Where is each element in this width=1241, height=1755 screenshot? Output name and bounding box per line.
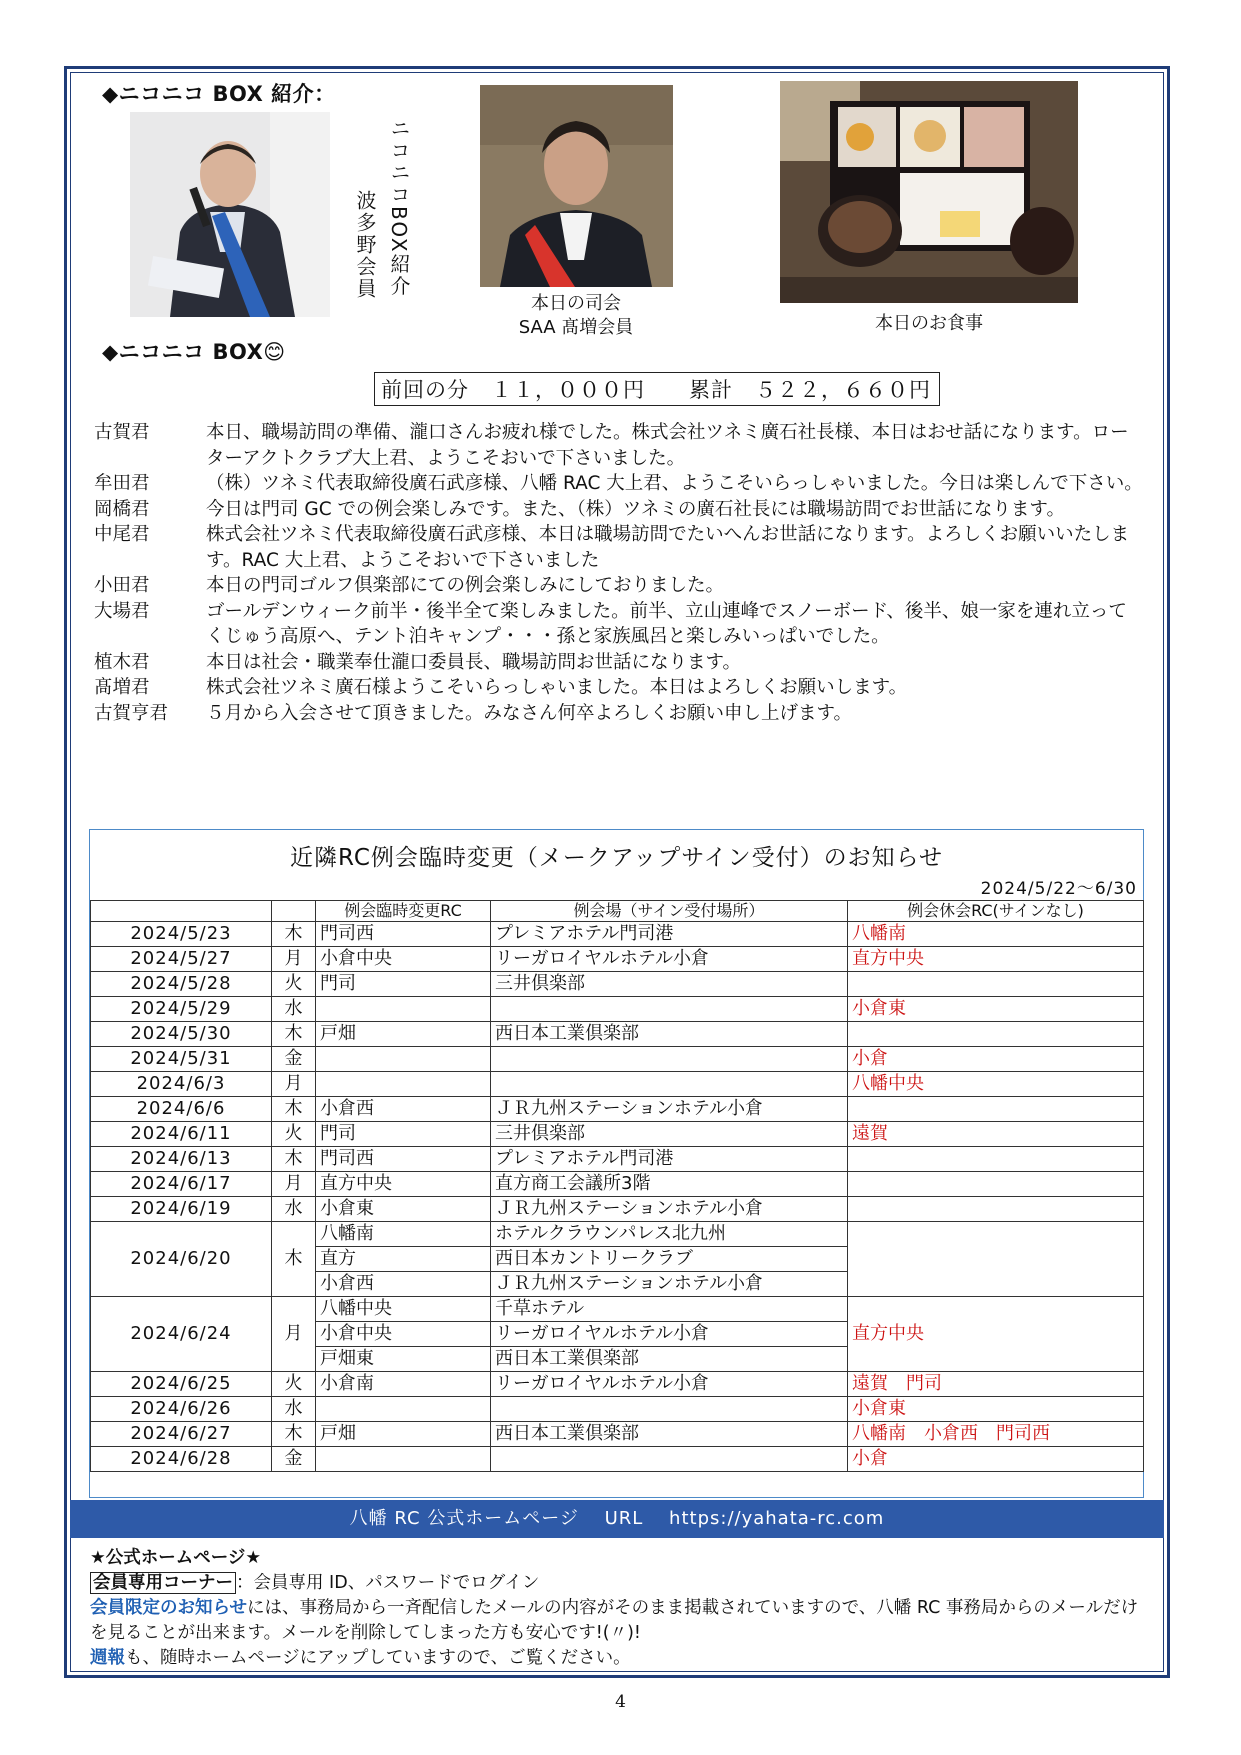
cell-changed-rc: 小倉中央 xyxy=(316,1322,491,1347)
cell-changed-rc xyxy=(316,997,491,1022)
table-row xyxy=(91,972,1144,997)
comment-row xyxy=(94,573,1144,599)
table-row xyxy=(91,922,1144,947)
table-header-row xyxy=(91,901,1144,922)
cell-date: 2024/5/23 xyxy=(91,922,272,947)
cell-venue: 西日本工業倶楽部 xyxy=(491,1022,848,1047)
cell-cancelled-rc: 遠賀 xyxy=(848,1122,1144,1147)
cell-venue xyxy=(491,1447,848,1472)
header-changed-rc: 例会臨時変更RC xyxy=(316,901,491,922)
cell-date: 2024/6/3 xyxy=(91,1072,272,1097)
makeup-notice xyxy=(89,829,1144,1498)
table-row xyxy=(91,1372,1144,1397)
cell-venue: 直方商工会議所3階 xyxy=(491,1172,848,1197)
cell-changed-rc: 戸畑 xyxy=(316,1422,491,1447)
cell-cancelled-rc: 直方中央 xyxy=(848,1297,1144,1372)
cell-changed-rc: 直方中央 xyxy=(316,1172,491,1197)
cell-day: 水 xyxy=(272,997,316,1022)
cell-cancelled-rc: 小倉東 xyxy=(848,997,1144,1022)
cell-cancelled-rc xyxy=(848,1172,1144,1197)
cell-day: 月 xyxy=(272,1072,316,1097)
table-row xyxy=(91,1297,1144,1322)
comment-name: 古賀亨君 xyxy=(94,702,169,724)
cell-venue xyxy=(491,1397,848,1422)
comment-name: 岡橋君 xyxy=(94,498,150,520)
cell-cancelled-rc xyxy=(848,1222,1144,1297)
cell-venue: リーガロイヤルホテル小倉 xyxy=(491,1372,848,1397)
table-row xyxy=(91,1122,1144,1147)
notice-date-range: 2024/5/22～6/30 xyxy=(980,879,1137,899)
cell-day: 水 xyxy=(272,1197,316,1222)
cell-date: 2024/5/30 xyxy=(91,1022,272,1047)
cell-date: 2024/6/17 xyxy=(91,1172,272,1197)
cell-venue: 西日本工業倶楽部 xyxy=(491,1347,848,1372)
cell-changed-rc: 八幡南 xyxy=(316,1222,491,1247)
comment-text: 株式会社ツネミ廣石様ようこそいらっしゃいました。本日はよろしくお願いします。 xyxy=(206,677,908,698)
mc-photo xyxy=(480,85,673,287)
cell-date: 2024/6/25 xyxy=(91,1372,272,1397)
comment-name: 古賀君 xyxy=(94,422,150,443)
header-day xyxy=(272,901,316,922)
cell-cancelled-rc: 小倉 xyxy=(848,1047,1144,1072)
cell-changed-rc xyxy=(316,1072,491,1097)
nikoniko-box-heading: ◆ニコニコ BOX😊 xyxy=(102,340,286,364)
cell-venue: 西日本工業倶楽部 xyxy=(491,1422,848,1447)
comment-text: 本日の門司ゴルフ倶楽部にての例会楽しみにしておりました。 xyxy=(206,575,725,596)
cell-venue xyxy=(491,1072,848,1097)
page-number: 4 xyxy=(615,1692,626,1712)
cell-day: 金 xyxy=(272,1447,316,1472)
cell-changed-rc: 戸畑 xyxy=(316,1022,491,1047)
weekly-line xyxy=(90,1646,1150,1671)
comment-name: 小田君 xyxy=(94,575,150,596)
lunch-photo xyxy=(780,81,1078,303)
schedule-body xyxy=(91,922,1144,1472)
comment-name: 中尾君 xyxy=(94,524,150,545)
cell-day: 火 xyxy=(272,1372,316,1397)
cell-changed-rc xyxy=(316,1447,491,1472)
cell-date: 2024/5/29 xyxy=(91,997,272,1022)
cell-changed-rc: 戸畑東 xyxy=(316,1347,491,1372)
table-row xyxy=(91,1447,1144,1472)
cell-changed-rc: 直方 xyxy=(316,1247,491,1272)
cell-cancelled-rc xyxy=(848,1147,1144,1172)
cell-day: 火 xyxy=(272,972,316,997)
cell-venue: ＪＲ九州ステーションホテル小倉 xyxy=(491,1272,848,1297)
comment-name: 牟田君 xyxy=(94,473,150,494)
cell-date: 2024/6/11 xyxy=(91,1122,272,1147)
nikoniko-totals: 前回の分 １１，０００円 累計 ５２２，６６０円 xyxy=(374,372,940,406)
table-row xyxy=(91,1097,1144,1122)
cell-day: 金 xyxy=(272,1047,316,1072)
comment-text: （株）ツネミ代表取締役廣石武彦様、八幡 RAC 大上君、ようこそいらっしゃいました。今日は楽しんで下さい。 xyxy=(206,473,1143,494)
notice-title: 近隣RC例会臨時変更（メークアップサイン受付）のお知らせ xyxy=(290,845,943,871)
cell-day: 火 xyxy=(272,1122,316,1147)
cell-changed-rc xyxy=(316,1397,491,1422)
table-row xyxy=(91,1197,1144,1222)
cell-venue: リーガロイヤルホテル小倉 xyxy=(491,947,848,972)
header-date xyxy=(91,901,272,922)
cell-changed-rc: 門司西 xyxy=(316,1147,491,1172)
cell-venue: 西日本カントリークラブ xyxy=(491,1247,848,1272)
cell-cancelled-rc xyxy=(848,1022,1144,1047)
mc-caption xyxy=(470,292,682,340)
comment-text: ５月から入会させて頂きました。みなさん何卒よろしくお願い申し上げます。 xyxy=(206,702,853,724)
cell-day: 木 xyxy=(272,1147,316,1172)
cell-changed-rc: 門司 xyxy=(316,1122,491,1147)
weekly-desc: も、随時ホームページにアップしていますので、ご覧ください。 xyxy=(125,1648,631,1668)
cell-venue: プレミアホテル門司港 xyxy=(491,1147,848,1172)
cell-venue xyxy=(491,1047,848,1072)
nikoniko-intro-heading: ◆ニコニコ BOX 紹介： xyxy=(102,82,336,106)
cell-changed-rc xyxy=(316,1047,491,1072)
homepage-url-bar[interactable]: 八幡 RC 公式ホームページ URL https://yahata-rc.com xyxy=(70,1500,1164,1538)
cell-cancelled-rc: 八幡中央 xyxy=(848,1072,1144,1097)
cell-day: 木 xyxy=(272,922,316,947)
table-row xyxy=(91,1072,1144,1097)
comment-row xyxy=(94,497,1144,523)
cell-date: 2024/5/28 xyxy=(91,972,272,997)
cell-venue: 千草ホテル xyxy=(491,1297,848,1322)
cell-date: 2024/6/13 xyxy=(91,1147,272,1172)
cell-changed-rc: 小倉南 xyxy=(316,1372,491,1397)
homepage-title: ★公式ホームページ★ xyxy=(90,1548,262,1568)
cell-venue: リーガロイヤルホテル小倉 xyxy=(491,1322,848,1347)
member-comments xyxy=(94,420,1144,726)
cell-cancelled-rc xyxy=(848,972,1144,997)
speaker-photo xyxy=(130,112,330,317)
comment-row xyxy=(94,599,1144,650)
cell-date: 2024/6/6 xyxy=(91,1097,272,1122)
cell-cancelled-rc: 小倉 xyxy=(848,1447,1144,1472)
cell-date: 2024/6/24 xyxy=(91,1297,272,1372)
cell-day: 木 xyxy=(272,1422,316,1447)
members-notice-desc: には、事務局から一斉配信したメールの内容がそのまま掲載されていますので、八幡 RC 事務局からのメールだけを見ることが出来ます。メールを削除してしまった方も安心です!(〃)! xyxy=(90,1598,1139,1643)
comment-text: ゴールデンウィーク前半・後半全て楽しみました。前半、立山連峰でスノーボード、後半、娘一家を連れ立ってくじゅう高原へ、テント泊キャンプ・・・孫と家族風呂と楽しみいっぱいでした。 xyxy=(206,600,1127,647)
cell-day: 月 xyxy=(272,1172,316,1197)
cell-cancelled-rc: 遠賀 門司 xyxy=(848,1372,1144,1397)
table-row xyxy=(91,947,1144,972)
members-corner-label[interactable]: 会員専用コーナー xyxy=(90,1572,236,1594)
cell-date: 2024/6/28 xyxy=(91,1447,272,1472)
cell-venue: ＪＲ九州ステーションホテル小倉 xyxy=(491,1097,848,1122)
members-notice-line xyxy=(90,1596,1150,1646)
cell-cancelled-rc: 八幡南 xyxy=(848,922,1144,947)
cell-cancelled-rc: 八幡南 小倉西 門司西 xyxy=(848,1422,1144,1447)
cell-day: 木 xyxy=(272,1022,316,1047)
cell-cancelled-rc: 小倉東 xyxy=(848,1397,1144,1422)
cell-day: 月 xyxy=(272,947,316,972)
cell-changed-rc: 門司 xyxy=(316,972,491,997)
members-notice-label[interactable]: 会員限定のお知らせ xyxy=(90,1598,247,1618)
cell-venue xyxy=(491,997,848,1022)
cell-day: 水 xyxy=(272,1397,316,1422)
cell-date: 2024/6/19 xyxy=(91,1197,272,1222)
cell-changed-rc: 小倉東 xyxy=(316,1197,491,1222)
comment-name: 大場君 xyxy=(94,600,150,622)
comment-name: 髙増君 xyxy=(94,677,150,698)
cell-venue: 三井倶楽部 xyxy=(491,972,848,997)
comment-row xyxy=(94,650,1144,676)
cell-venue: ＪＲ九州ステーションホテル小倉 xyxy=(491,1197,848,1222)
cell-date: 2024/6/26 xyxy=(91,1397,272,1422)
cell-date: 2024/5/31 xyxy=(91,1047,272,1072)
members-corner-desc: ：会員専用 ID、パスワードでログイン xyxy=(236,1573,540,1593)
cell-venue: 三井倶楽部 xyxy=(491,1122,848,1147)
cell-changed-rc: 八幡中央 xyxy=(316,1297,491,1322)
cell-cancelled-rc xyxy=(848,1097,1144,1122)
cell-day: 木 xyxy=(272,1097,316,1122)
cell-cancelled-rc xyxy=(848,1197,1144,1222)
header-venue: 例会場（サイン受付場所） xyxy=(491,901,848,922)
cell-changed-rc: 小倉中央 xyxy=(316,947,491,972)
cell-day: 木 xyxy=(272,1222,316,1297)
cell-day: 月 xyxy=(272,1297,316,1372)
table-row xyxy=(91,997,1144,1022)
cell-date: 2024/6/27 xyxy=(91,1422,272,1447)
table-row xyxy=(91,1397,1144,1422)
comment-row xyxy=(94,522,1144,573)
weekly-label[interactable]: 週報 xyxy=(90,1648,125,1668)
comment-row xyxy=(94,420,1144,471)
cell-venue: ホテルクラウンパレス北九州 xyxy=(491,1222,848,1247)
comment-text: 本日は社会・職業奉仕瀧口委員長、職場訪問お世話になります。 xyxy=(206,651,742,673)
comment-row xyxy=(94,701,1144,727)
comment-text: 本日、職場訪問の準備、瀧口さんお疲れ様でした。株式会社ツネミ廣石社長様、本日はおせ話になります。ローターアクトクラブ大上君、ようこそおいで下さいました。 xyxy=(206,422,1129,469)
cell-changed-rc: 門司西 xyxy=(316,922,491,947)
table-row xyxy=(91,1172,1144,1197)
comment-text: 今日は門司 GC での例会楽しみです。また、（株）ツネミの廣石社長には職場訪問でお世話になります。 xyxy=(206,498,1065,520)
mc-caption-line1: 本日の司会 xyxy=(531,293,621,314)
comment-name: 植木君 xyxy=(94,651,150,673)
comment-row xyxy=(94,471,1144,497)
cell-cancelled-rc: 直方中央 xyxy=(848,947,1144,972)
table-row xyxy=(91,1147,1144,1172)
lunch-caption: 本日のお食事 xyxy=(875,313,983,334)
cell-changed-rc: 小倉西 xyxy=(316,1272,491,1297)
schedule-table xyxy=(90,900,1144,1472)
homepage-info xyxy=(90,1546,1150,1671)
table-row xyxy=(91,1047,1144,1072)
header-cancelled-rc: 例会休会RC(サインなし) xyxy=(848,901,1144,922)
table-row xyxy=(91,1422,1144,1447)
nikoniko-vertical-label: ニコニコBOX紹介 xyxy=(387,118,411,298)
comment-row xyxy=(94,675,1144,701)
table-row xyxy=(91,1222,1144,1247)
cell-date: 2024/5/27 xyxy=(91,947,272,972)
table-row xyxy=(91,1022,1144,1047)
cell-date: 2024/6/20 xyxy=(91,1222,272,1297)
cell-venue: プレミアホテル門司港 xyxy=(491,922,848,947)
members-corner-line xyxy=(90,1571,1150,1596)
cell-changed-rc: 小倉西 xyxy=(316,1097,491,1122)
mc-caption-line2: SAA 髙増会員 xyxy=(518,317,634,338)
member-vertical-label: 波多野会員 xyxy=(353,190,377,300)
comment-text: 株式会社ツネミ代表取締役廣石武彦様、本日は職場訪問でたいへんお世話になります。よろしくお願いいたします。RAC 大上君、ようこそおいで下さいました xyxy=(206,524,1130,571)
